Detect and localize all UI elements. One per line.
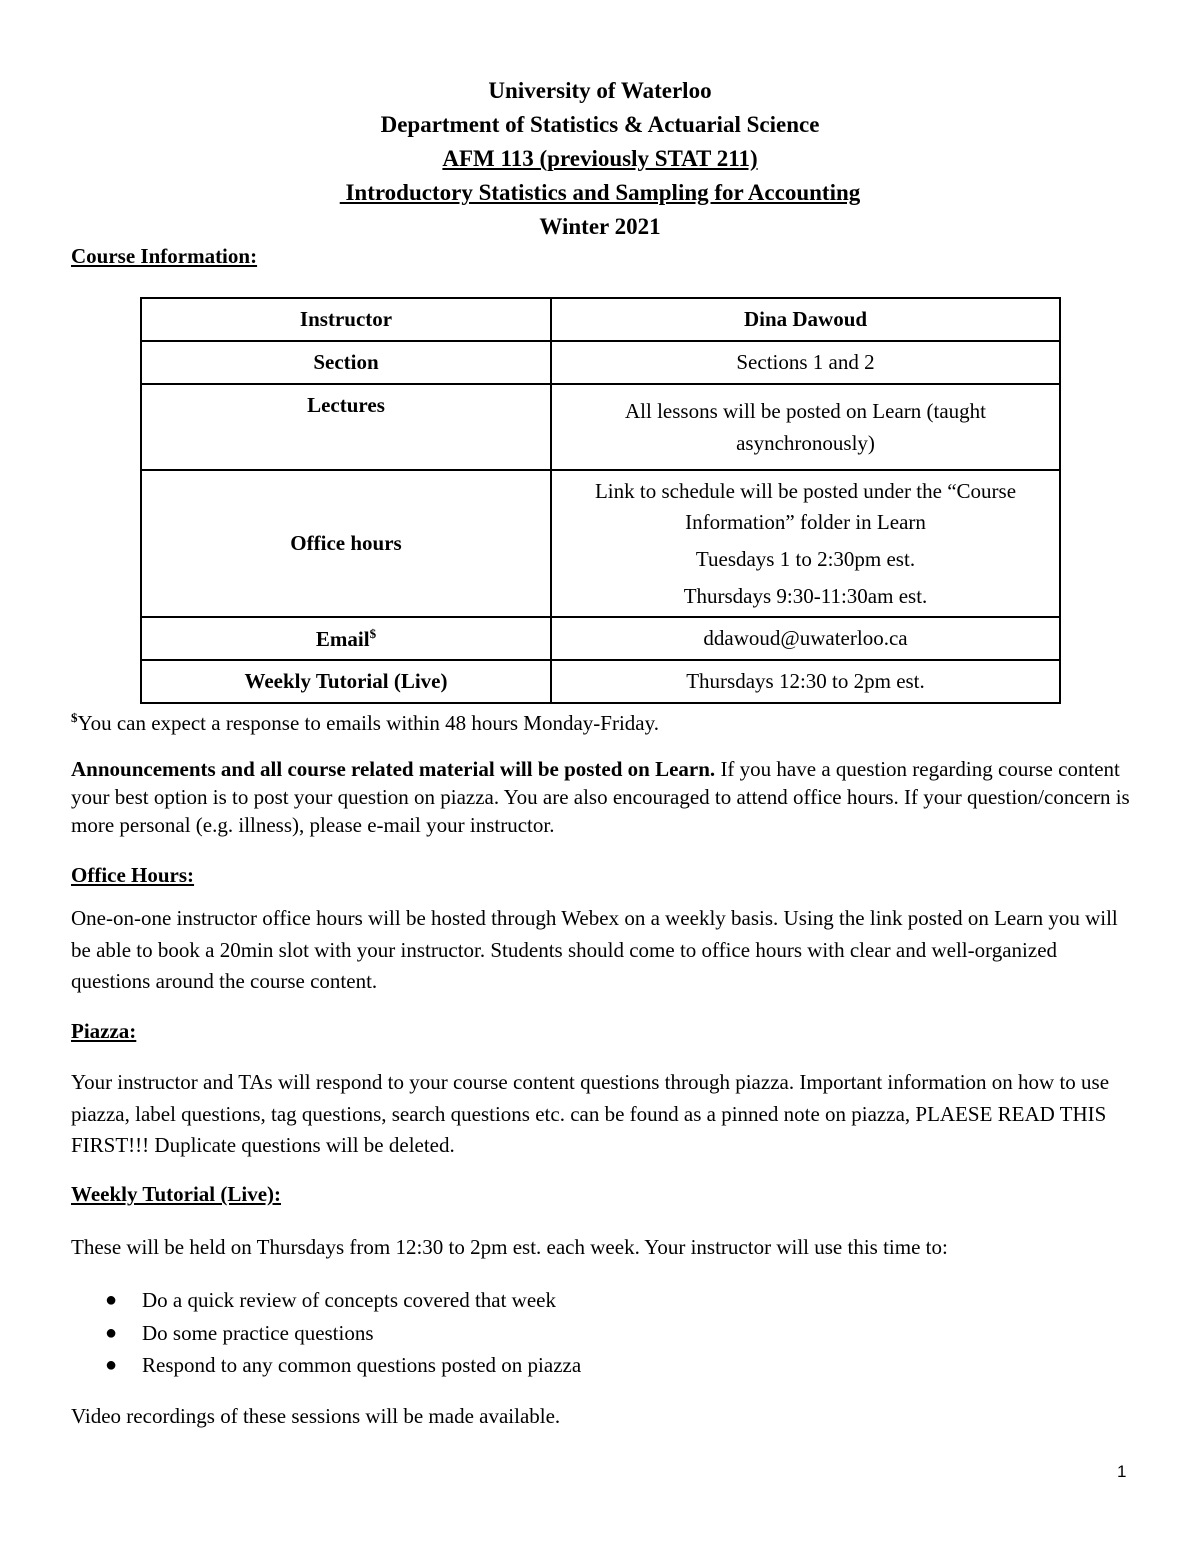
tutorial-bullet-list [71,1284,581,1382]
office-hours-line: Thursdays 9:30-11:30am est. [683,583,928,608]
section-heading-weekly-tutorial: Weekly Tutorial (Live): [71,1182,281,1206]
table-row [141,617,1060,660]
announcements-bold: Announcements and all course related material will be posted on Learn. [71,757,716,781]
list-item [71,1317,581,1350]
course-info-table [140,297,1061,704]
table-row [141,470,1060,617]
section-heading-office-hours: Office Hours: [71,863,195,887]
table-row [141,660,1060,703]
email-footnote [71,704,1131,737]
section-heading-course-information: Course Information: [71,244,258,268]
office-hours-line: Link to schedule will be posted under the “Course [594,478,1017,503]
course-code: AFM 113 (previously STAT 211) [442,146,758,171]
piazza-paragraph: Your instructor and TAs will respond to your course content questions through piazza. Important information on how to use piazza, label questions, tag questions, search questions etc. can be found as a pinned note on piazza, PLAESE READ THIS FIRST!!! Duplicate questions will be deleted. [71,1070,1110,1157]
table-row [141,298,1060,341]
tutorial-closing: Video recordings of these sessions will be made available. [71,1404,561,1428]
list-item-text: Do a quick review of concepts covered that week [142,1288,556,1312]
bullet-icon: ● [105,1321,118,1344]
department-name: Department of Statistics & Actuarial Science [380,112,820,137]
email-label [141,617,551,660]
announcements-paragraph [71,755,1131,839]
document-header [0,74,1200,244]
lectures-label: Lectures [141,384,551,470]
list-item [71,1349,581,1382]
instructor-value: Dina Dawoud [551,298,1060,341]
tutorial-value: Thursdays 12:30 to 2pm est. [551,660,1060,703]
announcements-rest: If you have a question regarding course content your best option is to post your question on piazza. You are also encouraged to attend office hours. If your question/concern is more personal (e.g. illness), please e-mail your instructor. [71,757,1130,837]
list-item [71,1284,581,1317]
course-term: Winter 2021 [539,214,661,239]
bullet-icon: ● [105,1354,118,1376]
email-label-text: Email [315,626,370,651]
section-label: Section [141,341,551,384]
office-hours-label: Office hours [141,470,551,617]
lectures-value-line: All lessons will be posted on Learn (taught [624,399,987,423]
office-hours-line: Tuesdays 1 to 2:30pm est. [695,546,916,571]
lectures-value-line: asynchronously) [736,431,875,455]
instructor-label: Instructor [141,298,551,341]
office-hours-line: Information” folder in Learn [685,509,926,534]
course-title: Introductory Statistics and Sampling for Accounting [339,180,861,205]
lectures-value [551,384,1060,470]
office-hours-paragraph: One-on-one instructor office hours will be hosted through Webex on a weekly basis. Using the link posted on Learn you will be able to book a 20min slot with your instructor. Students should come to office hours with clear and well-organized questions around the course content. [71,906,1118,993]
email-footnote-mark: $ [369,625,377,641]
office-hours-value [551,470,1060,617]
footnote-mark: $ [71,710,78,725]
university-name: University of Waterloo [488,78,712,103]
footnote-text: You can expect a response to emails within 48 hours Monday-Friday. [77,711,659,735]
email-value: ddawoud@uwaterloo.ca [551,617,1060,660]
page-number: 1 [1117,1462,1127,1481]
section-value: Sections 1 and 2 [551,341,1060,384]
tutorial-intro: These will be held on Thursdays from 12:30 to 2pm est. each week. Your instructor will use this time to: [71,1235,948,1259]
table-row [141,341,1060,384]
table-row [141,384,1060,470]
bullet-icon: ● [105,1289,118,1311]
section-heading-piazza: Piazza: [71,1019,137,1043]
list-item-text: Respond to any common questions posted on piazza [142,1353,582,1377]
list-item-text: Do some practice questions [142,1320,374,1345]
tutorial-label: Weekly Tutorial (Live) [141,660,551,703]
